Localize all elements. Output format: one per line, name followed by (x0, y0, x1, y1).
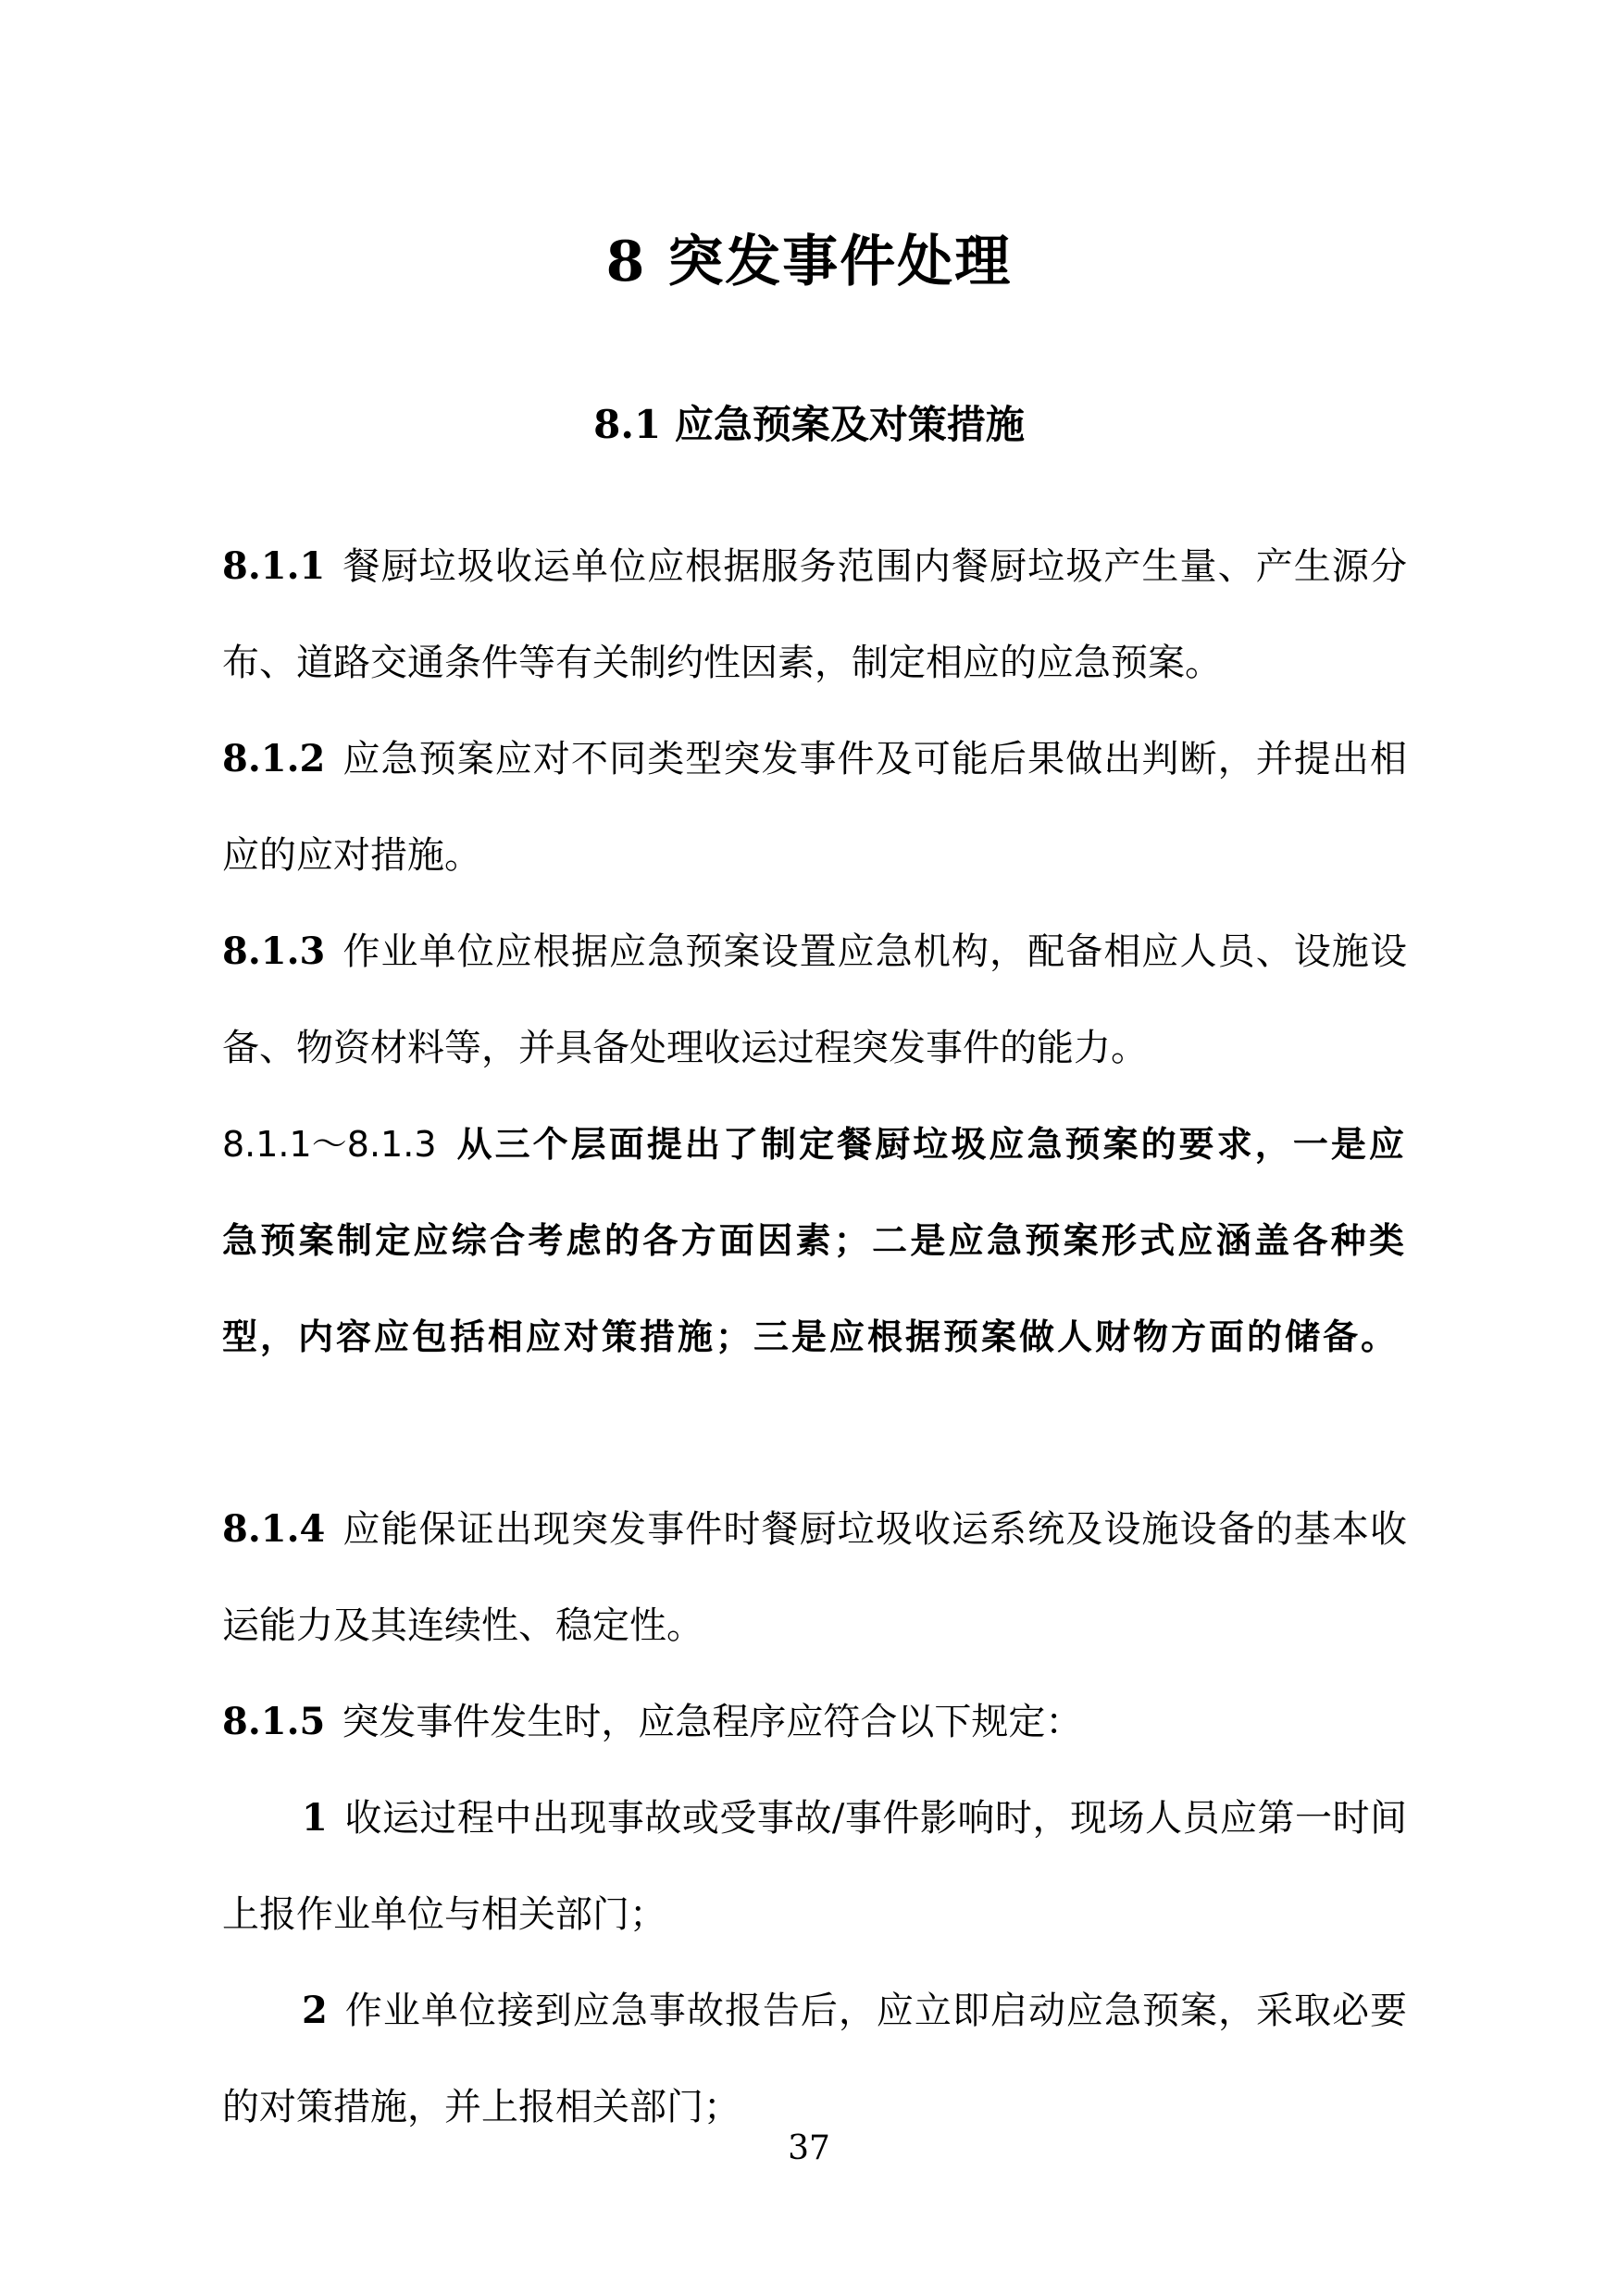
clause-number: 8.1.3 (222, 930, 326, 973)
section-title: 8.1 应急预案及对策措施 (593, 402, 1025, 447)
page-number: 37 (788, 2129, 830, 2167)
clause-text: 餐厨垃圾收运单位应根据服务范围内餐厨垃圾产生量、产生源分布、道路交通条件等有关制约性因素，制定相应的应急预案。 (222, 545, 1407, 684)
item-text: 作业单位接到应急事故报告后，应立即启动应急预案，采取必要的对策措施，并上报相关部门； (222, 1990, 1407, 2128)
clause-text: 突发事件发生时，应急程序应符合以下规定： (342, 1701, 1083, 1743)
clause-8-1-2 (222, 711, 1407, 904)
clause-8-1-3 (222, 904, 1407, 1096)
explanation-number: 8.1.1～8.1.3 (222, 1124, 437, 1165)
item-text: 收运过程中出现事故或受事故/事件影响时，现场人员应第一时间上报作业单位与相关部门； (222, 1797, 1407, 1936)
item-number: 1 (302, 1796, 328, 1840)
clause-number: 8.1.5 (222, 1700, 326, 1743)
clause-8-1-4 (222, 1481, 1407, 1674)
clause-number: 8.1.1 (222, 544, 326, 588)
chapter-title: 8 突发事件处理 (605, 230, 1013, 294)
list-item-1 (222, 1770, 1407, 1963)
clause-number: 8.1.2 (222, 737, 326, 780)
explanation-8-1-1-to-8-1-3 (222, 1096, 1407, 1385)
clause-8-1-1 (222, 518, 1407, 711)
clause-8-1-5 (222, 1674, 1407, 1770)
clause-text: 作业单位应根据应急预案设置应急机构，配备相应人员、设施设备、物资材料等，并具备处理收运过程突发事件的能力。 (222, 930, 1407, 1069)
clause-text: 应能保证出现突发事件时餐厨垃圾收运系统及设施设备的基本收运能力及其连续性、稳定性。 (222, 1508, 1407, 1647)
clause-number: 8.1.4 (222, 1507, 326, 1551)
item-number: 2 (302, 1989, 328, 2032)
clause-text: 应急预案应对不同类型突发事件及可能后果做出判断，并提出相应的应对措施。 (222, 738, 1407, 877)
explanation-text: 从三个层面提出了制定餐厨垃圾应急预案的要求，一是应急预案制定应综合考虑的各方面因素；二是应急预案形式应涵盖各种类型，内容应包括相应对策措施；三是应根据预案做人财物方面的储备。 (222, 1124, 1407, 1357)
